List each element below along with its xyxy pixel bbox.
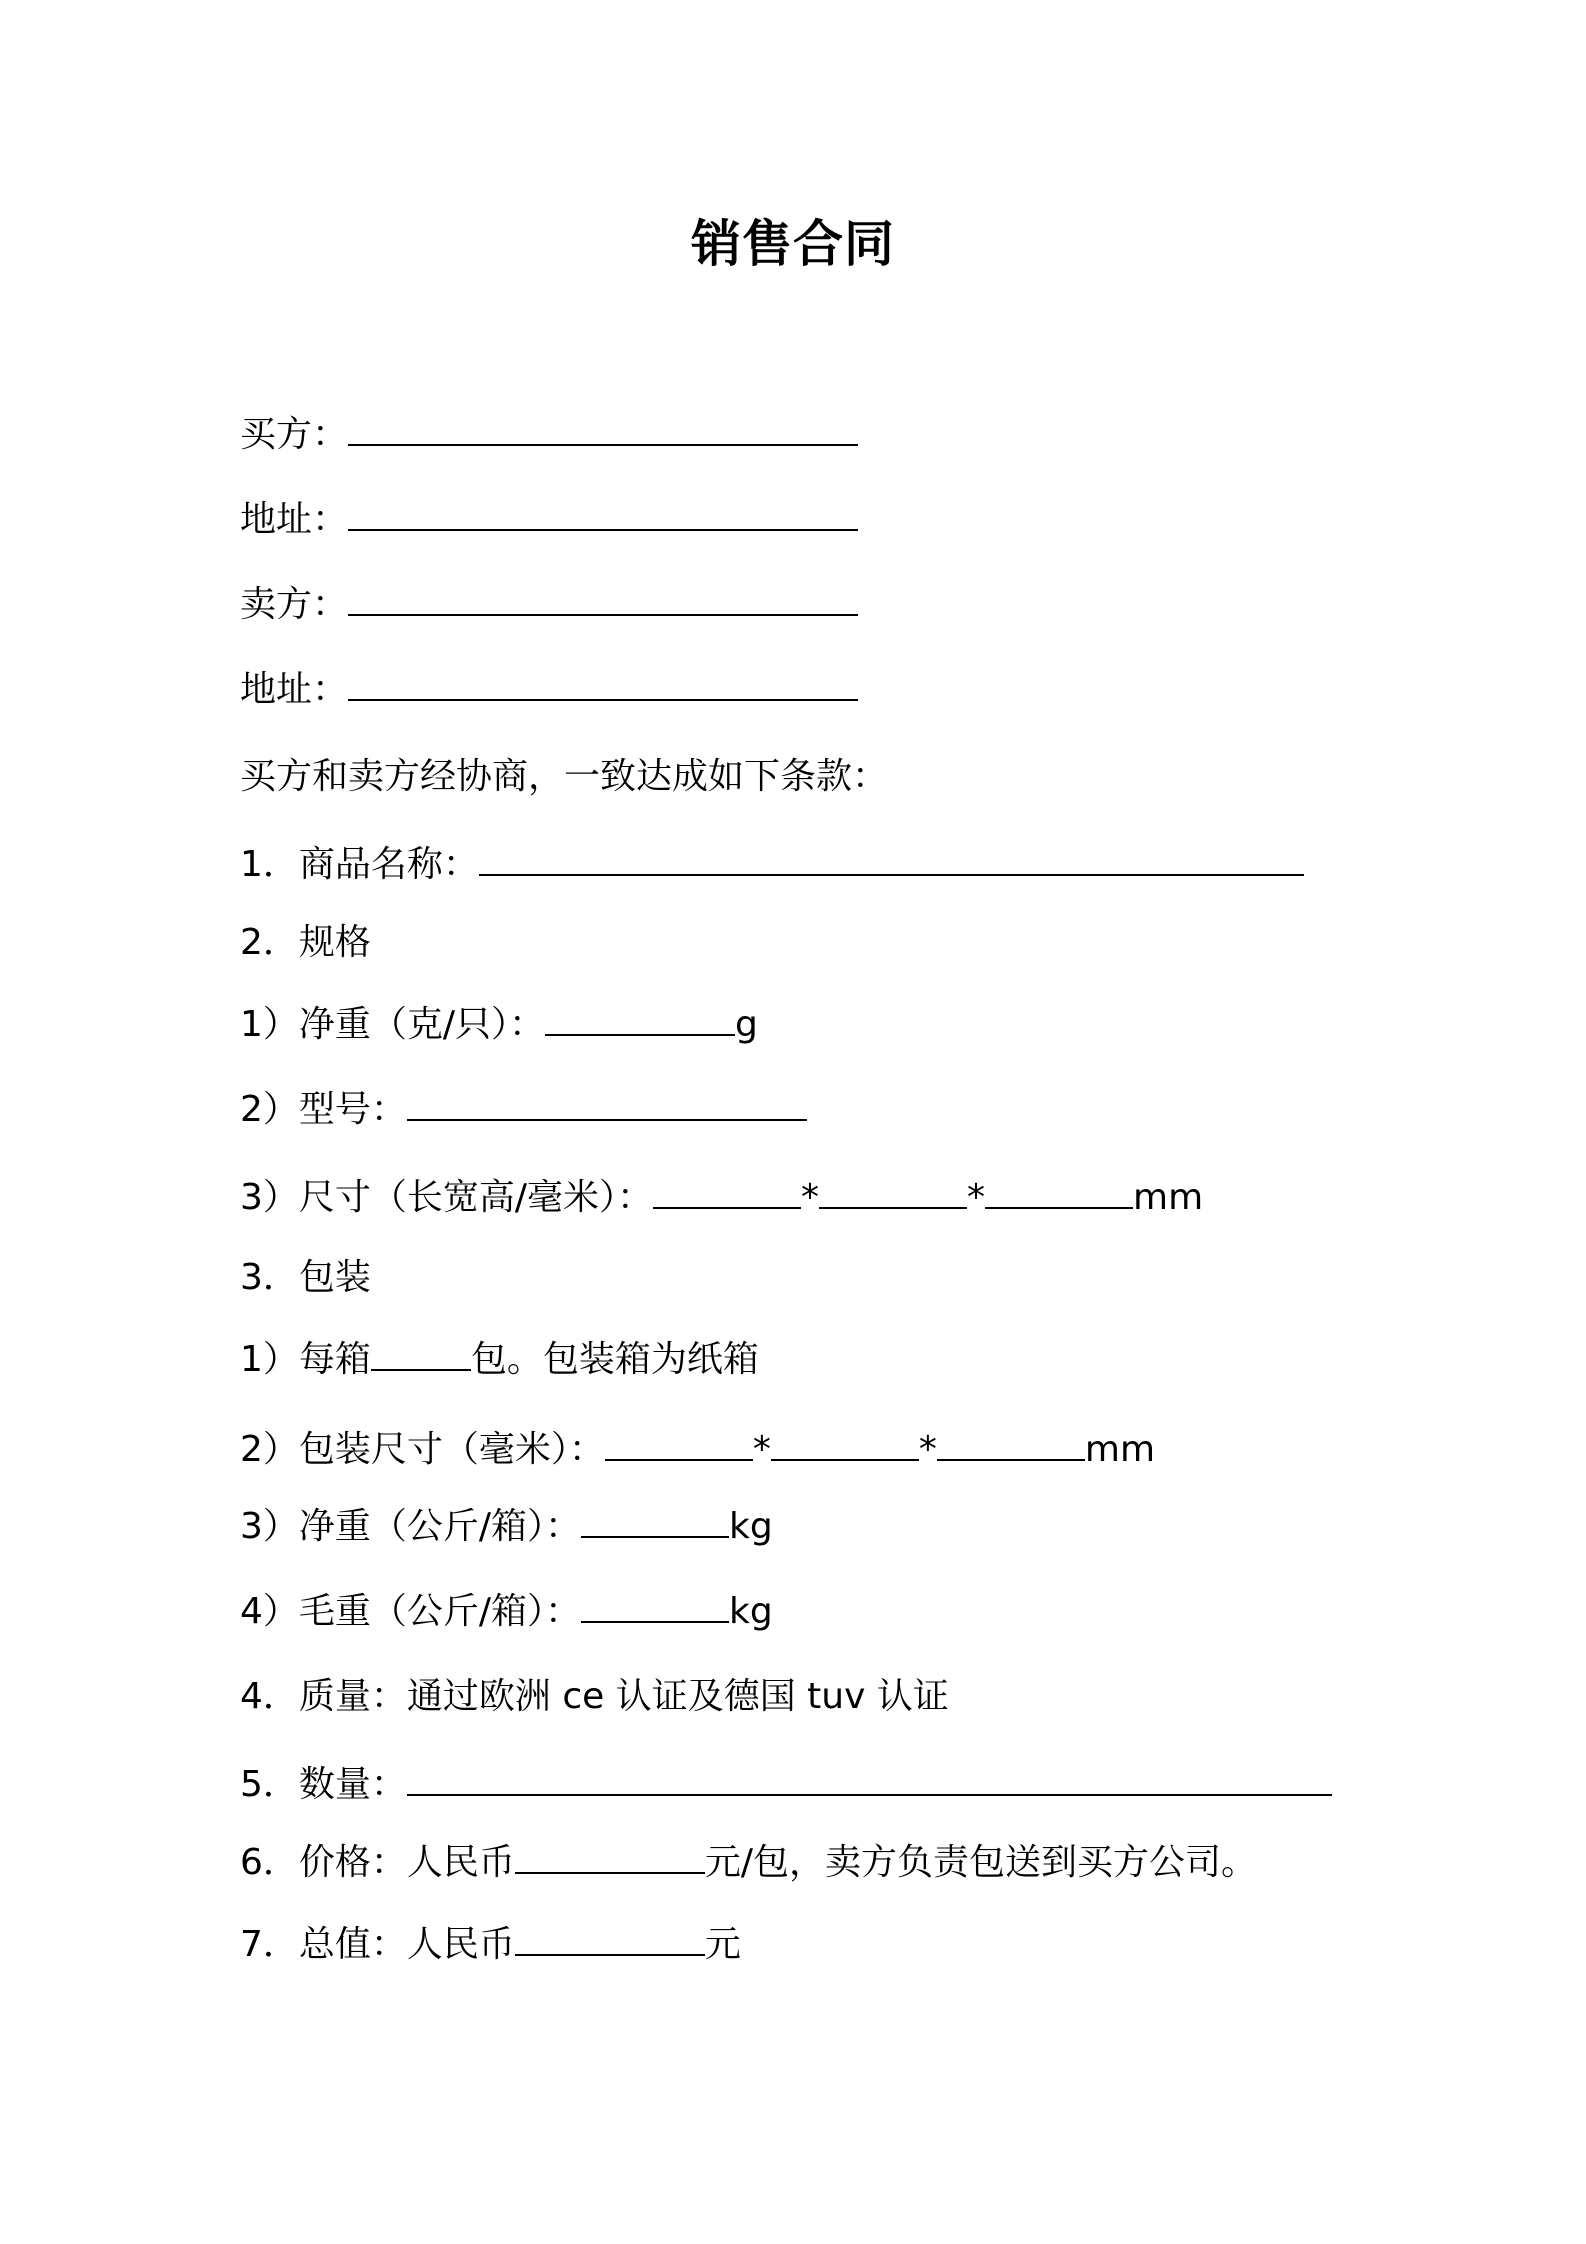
packing-gross-field[interactable]: [581, 1591, 729, 1623]
price-field[interactable]: [515, 1842, 705, 1874]
packing-size-sep-1: *: [752, 1429, 771, 1470]
buyer-address-label: 地址：: [240, 499, 349, 540]
total-label: 7．总值：人民币: [240, 1924, 515, 1965]
spec-size-length-field[interactable]: [653, 1177, 801, 1209]
packing-size-height-field[interactable]: [937, 1429, 1085, 1461]
spec-size-sep-1: *: [801, 1177, 820, 1218]
product-name-field[interactable]: [479, 844, 1304, 876]
seller-line: [240, 580, 858, 630]
buyer-field[interactable]: [348, 414, 858, 446]
packing-count-field[interactable]: [371, 1339, 471, 1371]
packing-net-field[interactable]: [581, 1506, 729, 1538]
page-title: 销售合同: [691, 215, 895, 273]
clause-quantity: [240, 1760, 1332, 1810]
quantity-field[interactable]: [407, 1764, 1332, 1796]
packing-size-sep-2: *: [918, 1429, 937, 1470]
intro-text: 买方和卖方经协商，一致达成如下条款：: [240, 756, 889, 797]
packing-size-unit: mm: [1084, 1429, 1156, 1470]
spec-size-height-field[interactable]: [985, 1177, 1133, 1209]
quantity-label: 5．数量：: [240, 1764, 407, 1805]
packing-size-width-field[interactable]: [771, 1429, 919, 1461]
packing-gross-line: [240, 1587, 773, 1637]
seller-address-label: 地址：: [240, 669, 349, 710]
packing-size-line: [240, 1425, 1155, 1475]
spec-size-unit: mm: [1133, 1177, 1204, 1218]
clause-product-name: [240, 840, 1304, 890]
packing-gross-label: 4）毛重（公斤/箱）：: [240, 1591, 582, 1632]
packing-net-label: 3）净重（公斤/箱）：: [240, 1506, 582, 1547]
packing-size-length-field[interactable]: [605, 1429, 753, 1461]
clause-price: [240, 1838, 1257, 1888]
seller-field[interactable]: [348, 584, 858, 616]
price-label: 6．价格：人民币: [240, 1842, 515, 1883]
packing-net-unit: kg: [729, 1506, 773, 1547]
spec-model-label: 2）型号：: [240, 1089, 407, 1130]
packing-count-suffix: 包。包装箱为纸箱: [470, 1339, 759, 1380]
packing-gross-unit: kg: [729, 1591, 773, 1632]
buyer-address-line: [240, 495, 858, 545]
packing-count-label: 1）每箱: [240, 1339, 371, 1380]
spec-model-field[interactable]: [407, 1089, 807, 1121]
spec-weight-unit: g: [735, 1004, 758, 1045]
spec-weight-line: [240, 1000, 758, 1050]
packing-net-line: [240, 1502, 773, 1552]
spec-size-label: 3）尺寸（长宽高/毫米）：: [240, 1177, 654, 1218]
spec-weight-label: 1）净重（克/只）：: [240, 1004, 546, 1045]
seller-address-line: [240, 665, 858, 715]
packing-count-line: [240, 1335, 759, 1385]
spec-weight-field[interactable]: [545, 1004, 735, 1036]
total-suffix: 元: [704, 1924, 741, 1965]
total-field[interactable]: [515, 1924, 705, 1956]
seller-label: 卖方：: [240, 584, 349, 625]
seller-address-field[interactable]: [348, 669, 858, 701]
product-name-label: 1．商品名称：: [240, 844, 479, 885]
packing-size-label: 2）包装尺寸（毫米）：: [240, 1429, 605, 1470]
price-suffix: 元/包，卖方负责包送到买方公司。: [704, 1842, 1258, 1883]
quality-text: 4．质量：通过欧洲 ce 认证及德国 tuv 认证: [240, 1676, 949, 1717]
spec-size-width-field[interactable]: [819, 1177, 967, 1209]
clause-total: [240, 1920, 741, 1970]
spec-size-sep-2: *: [967, 1177, 986, 1218]
buyer-line: [240, 410, 858, 460]
spec-heading: 2．规格: [240, 922, 371, 963]
packing-heading: 3．包装: [240, 1257, 371, 1298]
spec-size-line: [240, 1173, 1203, 1223]
buyer-address-field[interactable]: [348, 499, 858, 531]
buyer-label: 买方：: [240, 414, 349, 455]
spec-model-line: [240, 1085, 807, 1135]
